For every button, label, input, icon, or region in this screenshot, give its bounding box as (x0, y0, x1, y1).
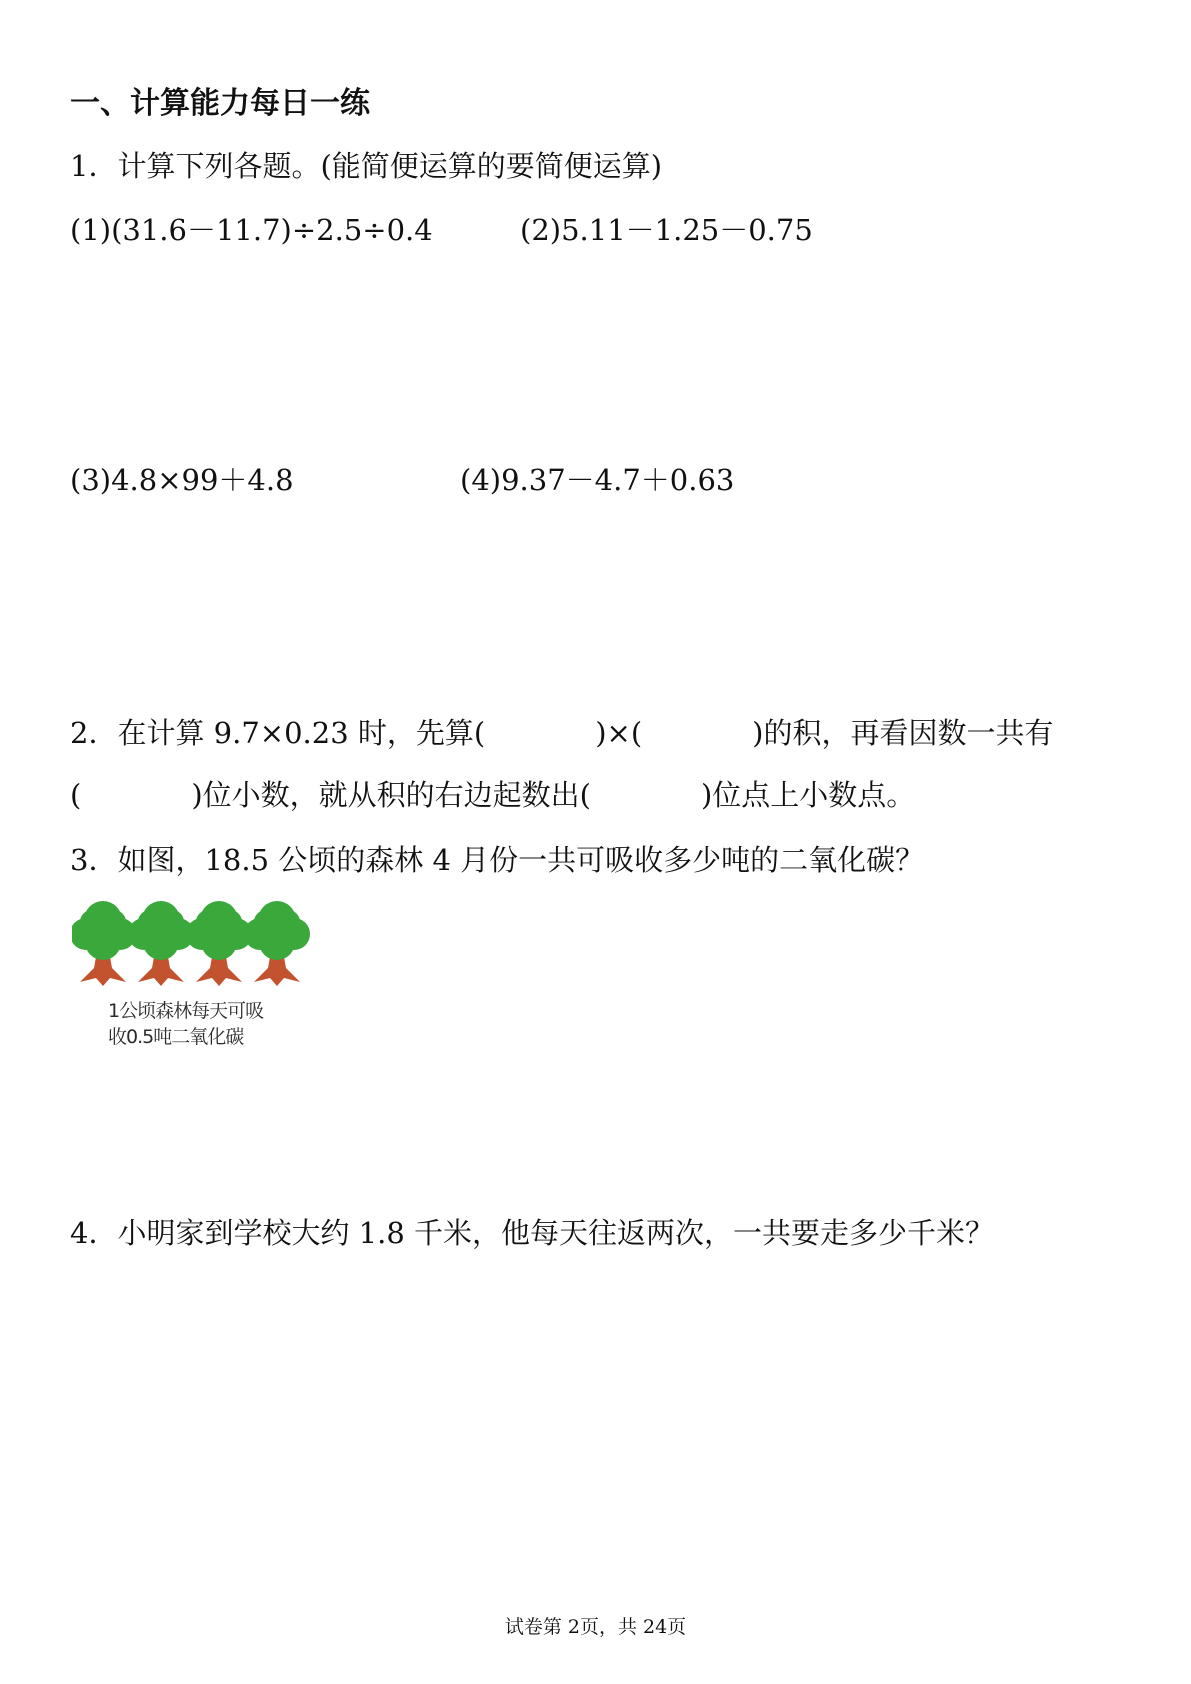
question-1-stem: 1．计算下列各题。(能简便运算的要简便运算) (70, 149, 663, 183)
question-2-text-d: ( (70, 778, 82, 812)
forest-caption (108, 998, 263, 1050)
forest-caption-line-2: 收0.5吨二氧化碳 (108, 1026, 244, 1048)
tree-icon (72, 901, 136, 986)
question-2-text-c: )的积，再看因数一共有 (752, 716, 1054, 750)
section-title: 一、计算能力每日一练 (70, 86, 370, 121)
page-footer: 试卷第 2页，共 24页 (504, 1616, 687, 1638)
tree-icon (186, 901, 252, 986)
question-1-item-1: (1)(31.6－11.7)÷2.5÷0.4 (70, 213, 433, 247)
question-2-text-e: )位小数，就从积的右边起数出( (191, 778, 591, 812)
question-3-stem: 3．如图，18.5 公顷的森林 4 月份一共可吸收多少吨的二氧化碳？ (70, 843, 925, 877)
question-2-line-1 (70, 713, 1053, 753)
question-2-text-b: )×( (595, 716, 643, 750)
question-1-item-2: (2)5.11－1.25－0.75 (520, 213, 813, 247)
question-2-line-2 (70, 775, 915, 815)
tree-icon (128, 901, 194, 986)
question-1-item-3: (3)4.8×99＋4.8 (70, 463, 294, 497)
forest-caption-line-1: 1公顷森林每天可吸 (108, 1000, 264, 1022)
forest-trees-illustration (72, 898, 310, 998)
forest-figure (72, 898, 310, 1058)
question-2-text-f: )位点上小数点。 (700, 778, 916, 812)
question-4-stem: 4．小明家到学校大约 1.8 千米，他每天往返两次，一共要走多少千米？ (70, 1216, 995, 1250)
question-2-text-a: 2．在计算 9.7×0.23 时，先算( (70, 716, 486, 750)
tree-icon (244, 901, 310, 986)
question-1-item-4: (4)9.37－4.7＋0.63 (460, 463, 735, 497)
